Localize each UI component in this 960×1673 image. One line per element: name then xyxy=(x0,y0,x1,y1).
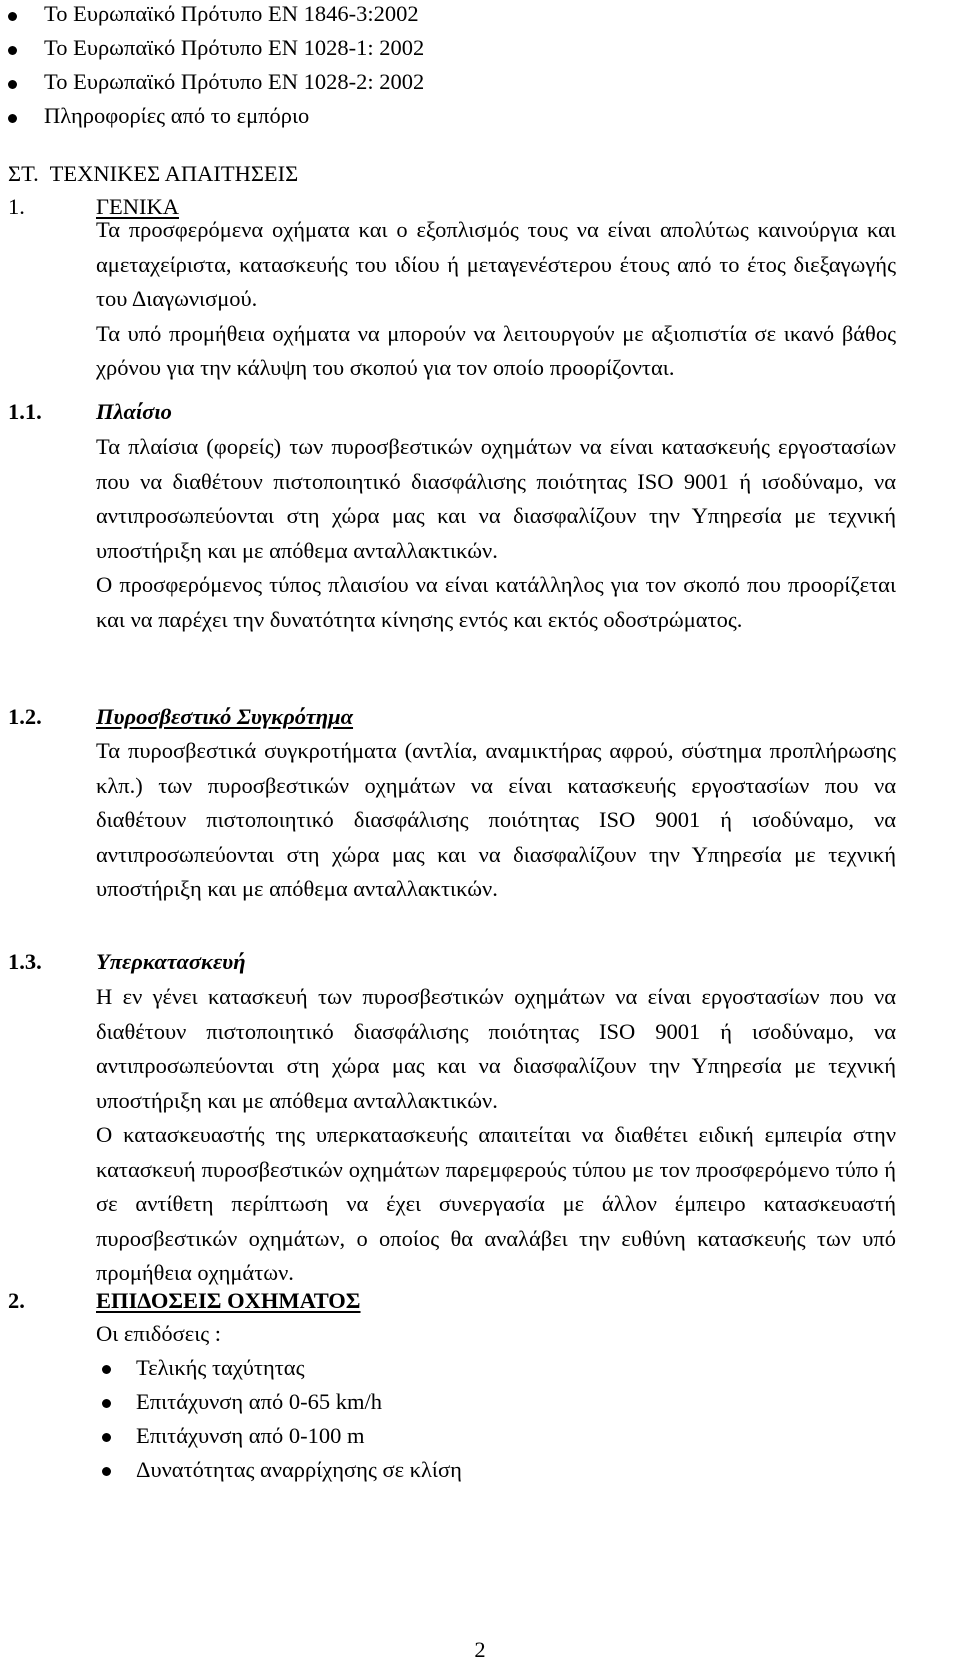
section-number: 2. xyxy=(8,1288,25,1313)
section-number: 1.1. xyxy=(8,399,42,424)
paragraph: Τα υπό προμήθεια οχήματα να μπορούν να λειτουργούν με αξιοπιστία σε ικανό βάθος χρόνου για την κάλυψη του σκοπού για τον οποίο προορίζονται. xyxy=(96,320,896,380)
paragraph: Τα πλαίσια (φορείς) των πυροσβεστικών οχημάτων να είναι κατασκευής εργοστασίων που να διαθέτουν πιστοποιητικό διασφάλισης ποιότητας ISO 9001 ή ισοδύναμο, να αντιπροσωπεύονται στη χώρα μας και να διασφαλίζουν την Υπηρεσία με τεχνική υποστήριξη και με απόθεμα ανταλλακτικών. xyxy=(96,434,896,563)
section-title: ΓΕΝΙΚΑ xyxy=(96,194,179,219)
section-title: Πλαίσιο xyxy=(96,399,172,424)
list-item: Το Ευρωπαϊκό Πρότυπο ΕΝ 1846-3:2002 xyxy=(44,1,419,26)
list-item: Τελικής ταχύτητας xyxy=(136,1355,305,1380)
bullet-icon xyxy=(102,1467,111,1476)
bullet-icon xyxy=(8,12,17,21)
bullet-icon xyxy=(8,114,17,123)
paragraph: Ο κατασκευαστής της υπερκατασκευής απαιτείται να διαθέτει ειδική εμπειρία στην κατασκευή πυροσβεστικών οχημάτων παρεμφερούς τύπου με τον προσφερόμενο τύπο ή σε αντίθετη περίπτωση να έχει συνεργασία με άλλον έμπειρο κατασκευαστή πυροσβεστικών οχημάτων, ο οποίος θα αναλάβει την ευθύνη κατασκευής των υπό προμήθεια οχημάτων. xyxy=(96,1122,896,1285)
list-item: Το Ευρωπαϊκό Πρότυπο ΕΝ 1028-2: 2002 xyxy=(44,69,425,94)
section-intro: Οι επιδόσεις : xyxy=(96,1321,222,1346)
section-title: Υπερκατασκευή xyxy=(96,949,246,974)
list-item: Δυνατότητας αναρρίχησης σε κλίση xyxy=(136,1457,462,1482)
bullet-icon xyxy=(8,80,17,89)
section-body xyxy=(96,430,896,637)
bullet-icon xyxy=(102,1433,111,1442)
section-body xyxy=(96,980,896,1291)
list-item: Επιτάχυνση από 0-65 km/h xyxy=(136,1389,382,1414)
bullet-icon xyxy=(102,1399,111,1408)
list-item: Επιτάχυνση από 0-100 m xyxy=(136,1423,365,1448)
paragraph: Τα πυροσβεστικά συγκροτήματα (αντλία, αναμικτήρας αφρού, σύστημα προπλήρωσης κλπ.) των πυροσβεστικών οχημάτων να είναι κατασκευής εργοστασίων που να διαθέτουν πιστοποιητικό διασφάλισης ποιότητας ISO 9001 ή ισοδύναμο, να αντιπροσωπεύονται στη χώρα μας και να διασφαλίζουν την Υπηρεσία με τεχνική υποστήριξη και με απόθεμα ανταλλακτικών. xyxy=(96,738,896,901)
section-title: Πυροσβεστικό Συγκρότημα xyxy=(96,704,354,729)
bullet-icon xyxy=(8,46,17,55)
chapter-heading: ΣΤ. ΤΕΧΝΙΚΕΣ ΑΠΑΙΤΗΣΕΙΣ xyxy=(8,161,299,186)
paragraph: Ο προσφερόμενος τύπος πλαισίου να είναι κατάλληλος για τον σκοπό που προορίζεται και να παρέχει την δυνατότητα κίνησης εντός και εκτός οδοστρώματος. xyxy=(96,572,896,632)
list-item: Πληροφορίες από το εμπόριο xyxy=(44,103,310,128)
list-item: Το Ευρωπαϊκό Πρότυπο ΕΝ 1028-1: 2002 xyxy=(44,35,425,60)
paragraph: Τα προσφερόμενα οχήματα και ο εξοπλισμός τους να είναι απολύτως καινούργια και αμεταχείριστα, κατασκευής του ιδίου ή μεταγενέστερου έτους από το έτος διεξαγωγής του Διαγωνισμού. xyxy=(96,217,896,311)
section-body xyxy=(96,734,896,907)
section-title: ΕΠΙΔΟΣΕΙΣ ΟΧΗΜΑΤΟΣ xyxy=(96,1288,361,1313)
bullet-icon xyxy=(102,1365,111,1374)
section-number: 1.3. xyxy=(8,949,42,974)
section-number: 1.2. xyxy=(8,704,42,729)
paragraph: Η εν γένει κατασκευή των πυροσβεστικών οχημάτων να είναι εργοστασίων που να διαθέτουν πιστοποιητικό διασφάλισης ποιότητας ISO 9001 ή ισοδύναμο, να αντιπροσωπεύονται στη χώρα μας και να διασφαλίζουν την Υπηρεσία με τεχνική υποστήριξη και με απόθεμα ανταλλακτικών. xyxy=(96,984,896,1113)
page-number: 2 xyxy=(474,1637,486,1662)
section-number: 1. xyxy=(8,194,25,219)
section-body xyxy=(96,213,896,386)
